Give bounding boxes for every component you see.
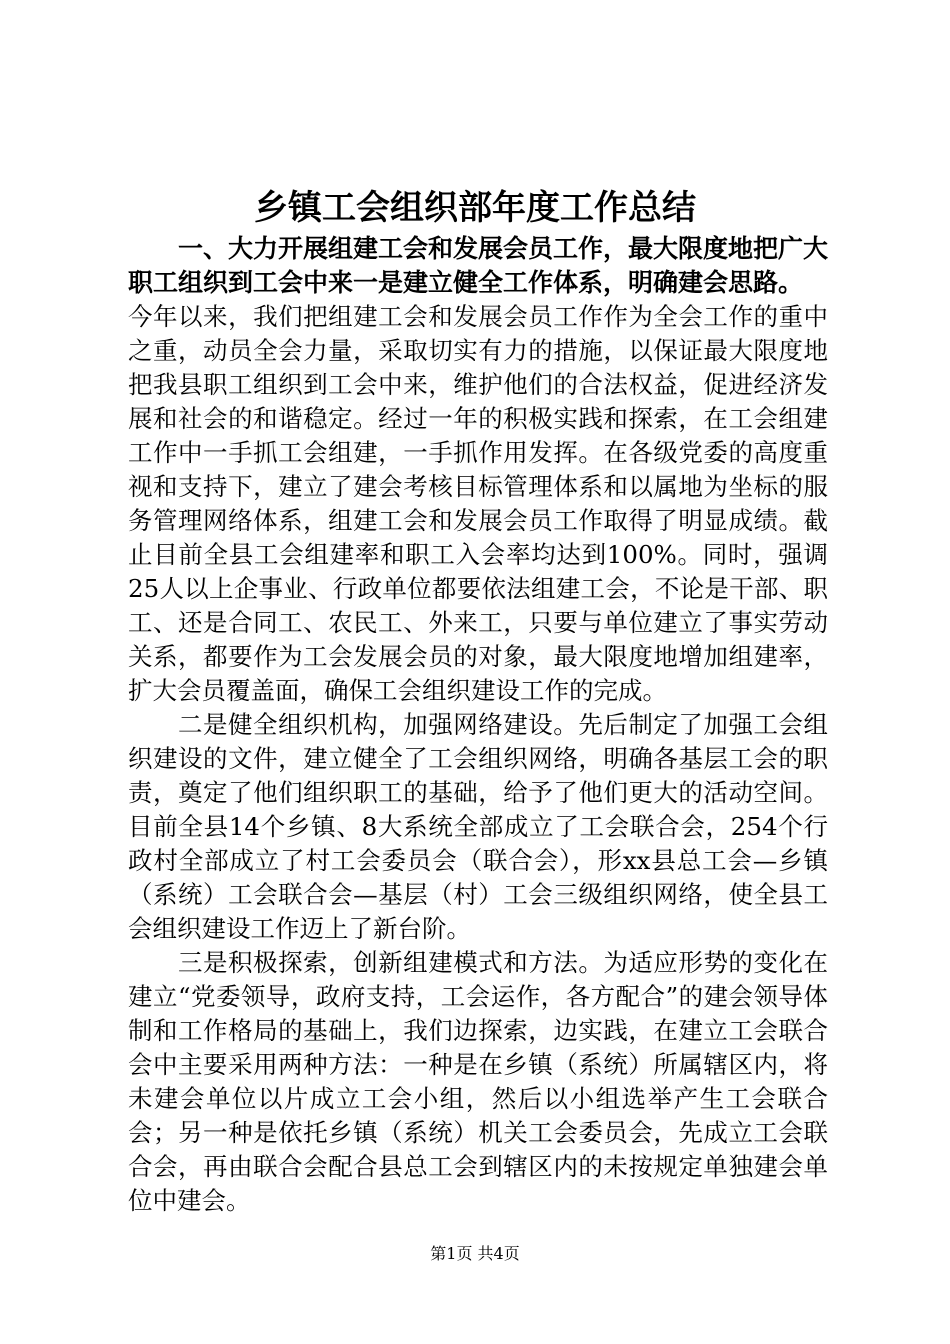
section-heading: 一、大力开展组建工会和发展会员工作，最大限度地把广大职工组织到工会中来一是建立健全工作体系，明确建会思路。 xyxy=(128,234,829,297)
page-footer: 第1页 共4页 xyxy=(430,1244,520,1263)
paragraph-2: 二是健全组织机构，加强网络建设。先后制定了加强工会组织建设的文件，建立健全了工会组织网络，明确各基层工会的职责，奠定了他们组织职工的基础，给予了他们更大的活动空间。目前全县14个乡镇、8大系统全部成立了工会联合会，254个行政村全部成立了村工会委员会（联合会），形xx县总工会—乡镇（系统）工会联合会—基层（村）工会三级组织网络，使全县工会组织建设工作迈上了新台阶。 xyxy=(128,710,828,943)
paragraph-3: 三是积极探索，创新组建模式和方法。为适应形势的变化在建立“党委领导，政府支持，工会运作，各方配合”的建会领导体制和工作格局的基础上，我们边探索，边实践，在建立工会联合会中主要采用两种方法：一种是在乡镇（系统）所属辖区内，将未建会单位以片成立工会小组，然后以小组选举产生工会联合会；另一种是依托乡镇（系统）机关工会委员会，先成立工会联合会，再由联合会配合县总工会到辖区内的未按规定单独建会单位中建会。 xyxy=(128,948,828,1215)
document-title: 乡镇工会组织部年度工作总结 xyxy=(254,188,696,228)
document-body xyxy=(128,232,828,1218)
paragraph-1: 今年以来，我们把组建工会和发展会员工作作为全会工作的重中之重，动员全会力量，采取切实有力的措施，以保证最大限度地把我县职工组织到工会中来，维护他们的合法权益，促进经济发展和社会的和谐稳定。经过一年的积极实践和探索，在工会组建工作中一手抓工会组建，一手抓作用发挥。在各级党委的高度重视和支持下，建立了建会考核目标管理体系和以属地为坐标的服务管理网络体系，组建工会和发展会员工作取得了明显成绩。截止目前全县工会组建率和职工入会率均达到100%。同时，强调25人以上企事业、行政单位都要依法组建工会，不论是干部、职工、还是合同工、农民工、外来工，只要与单位建立了事实劳动关系，都要作为工会发展会员的对象，最大限度地增加组建率，扩大会员覆盖面，确保工会组织建设工作的完成。 xyxy=(128,302,828,705)
